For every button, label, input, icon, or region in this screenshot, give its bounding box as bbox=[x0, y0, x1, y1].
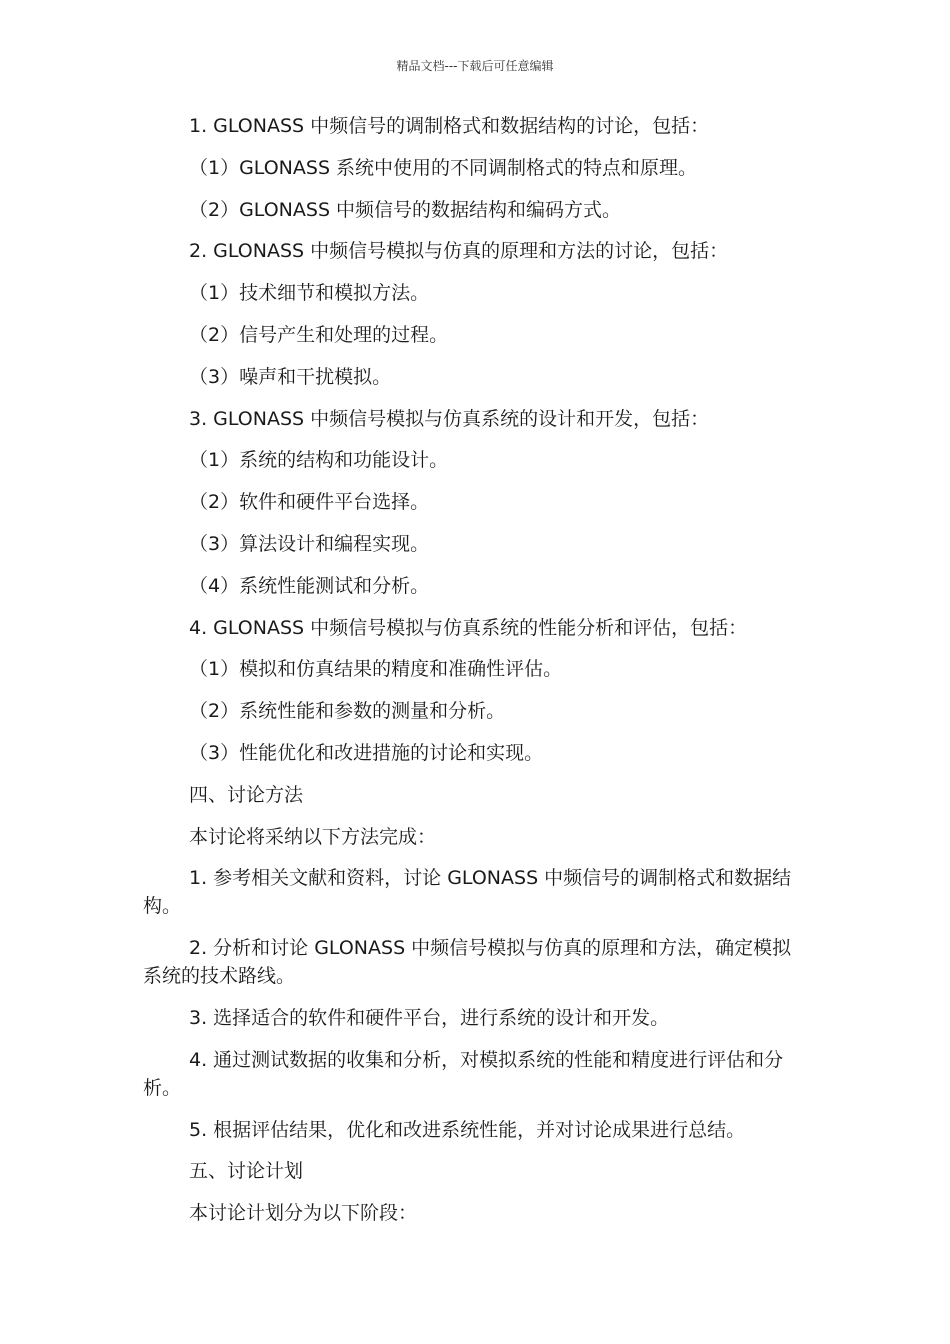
paragraph: （2）系统性能和参数的测量和分析。 bbox=[189, 700, 506, 723]
paragraph: （2）GLONASS 中频信号的数据结构和编码方式。 bbox=[189, 198, 622, 221]
paragraph: 本讨论将采纳以下方法完成： bbox=[189, 825, 437, 848]
paragraph: （2）信号产生和处理的过程。 bbox=[189, 323, 449, 346]
page-header: 精品文档---下载后可任意编辑 bbox=[396, 59, 554, 73]
paragraph: 1. GLONASS 中频信号的调制格式和数据结构的讨论，包括： bbox=[189, 115, 710, 137]
paragraph: （1）GLONASS 系统中使用的不同调制格式的特点和原理。 bbox=[189, 156, 698, 179]
paragraph: （1）模拟和仿真结果的精度和准确性评估。 bbox=[189, 658, 563, 681]
paragraph: 5. 根据评估结果，优化和改进系统性能，并对讨论成果进行总结。 bbox=[189, 1118, 746, 1141]
paragraph: （2）软件和硬件平台选择。 bbox=[189, 491, 430, 514]
paragraph: 1. 参考相关文献和资料，讨论 GLONASS 中频信号的调制格式和数据结构。 bbox=[143, 867, 792, 918]
paragraph: 2. 分析和讨论 GLONASS 中频信号模拟与仿真的原理和方法，确定模拟系统的技术路线。 bbox=[143, 937, 792, 988]
paragraph: （3）噪声和干扰模拟。 bbox=[189, 365, 392, 388]
paragraph: 五、讨论计划 bbox=[189, 1160, 304, 1183]
paragraph: （3）算法设计和编程实现。 bbox=[189, 532, 430, 555]
paragraph: （1）技术细节和模拟方法。 bbox=[189, 282, 430, 305]
paragraph: （3）性能优化和改进措施的讨论和实现。 bbox=[189, 741, 544, 764]
paragraph: 3. 选择适合的软件和硬件平台，进行系统的设计和开发。 bbox=[189, 1006, 670, 1029]
paragraph: 四、讨论方法 bbox=[189, 783, 304, 806]
document-body bbox=[143, 112, 805, 1241]
paragraph: （1）系统的结构和功能设计。 bbox=[189, 449, 449, 472]
paragraph: 本讨论计划分为以下阶段： bbox=[189, 1202, 418, 1225]
paragraph: 4. GLONASS 中频信号模拟与仿真系统的性能分析和评估，包括： bbox=[189, 616, 748, 639]
paragraph: 2. GLONASS 中频信号模拟与仿真的原理和方法的讨论，包括： bbox=[189, 240, 729, 263]
paragraph: 3. GLONASS 中频信号模拟与仿真系统的设计和开发，包括： bbox=[189, 407, 710, 430]
paragraph: （4）系统性能测试和分析。 bbox=[189, 574, 430, 597]
paragraph: 4. 通过测试数据的收集和分析，对模拟系统的性能和精度进行评估和分析。 bbox=[143, 1048, 784, 1099]
